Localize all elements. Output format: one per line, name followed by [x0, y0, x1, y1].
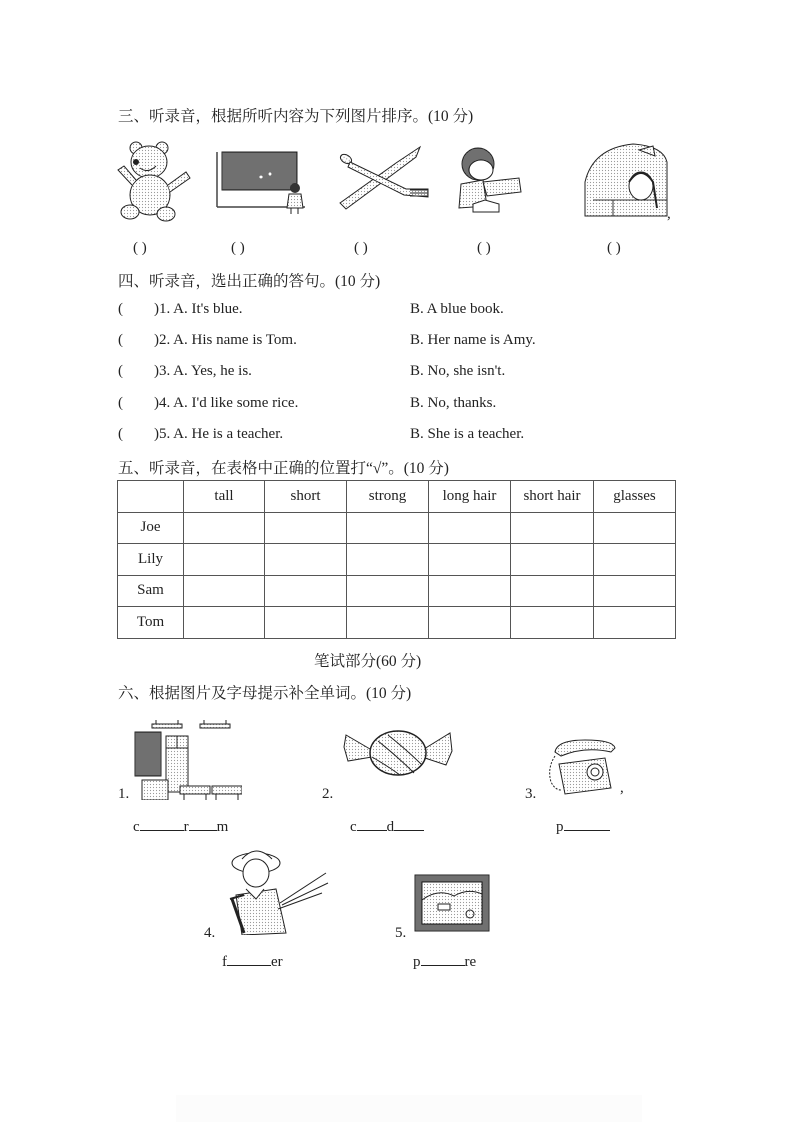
item-4-label: 4.	[204, 925, 216, 941]
header-cell-long-hair: long hair	[429, 481, 511, 513]
item-2-part-2: d	[386, 819, 395, 835]
table-header-row	[118, 481, 676, 513]
item-4-word	[222, 951, 283, 971]
answer-slot-5[interactable]: ( )	[607, 240, 621, 256]
header-cell-short: short	[265, 481, 347, 513]
check-cell[interactable]	[511, 512, 594, 544]
header-cell-tall: tall	[184, 481, 265, 513]
item-5-part-1: p	[413, 954, 421, 970]
check-cell[interactable]	[429, 575, 511, 607]
item-5-blank-1[interactable]	[421, 951, 465, 966]
answer-paren-5[interactable]: (	[118, 426, 123, 442]
table-row	[118, 512, 676, 544]
question-4-option-a: )4. A. I'd like some rice.	[154, 395, 299, 411]
answer-slot-2[interactable]: ( )	[231, 240, 245, 256]
boy-books-picture	[453, 146, 525, 216]
check-cell[interactable]	[511, 575, 594, 607]
item-5-part-2: re	[464, 954, 477, 970]
question-2-option-b: B. Her name is Amy.	[410, 332, 536, 348]
table-row	[118, 607, 676, 639]
check-cell[interactable]	[184, 607, 265, 639]
item-3-blank-1[interactable]	[564, 816, 610, 831]
item-2-word	[350, 816, 424, 836]
check-cell[interactable]	[429, 544, 511, 576]
answer-slot-4[interactable]: ( )	[477, 240, 491, 256]
check-cell[interactable]	[265, 575, 347, 607]
row-label: Tom	[118, 607, 184, 639]
section5-heading: 五、听录音，在表格中正确的位置打“√”。(10 分)	[118, 460, 449, 477]
check-cell[interactable]	[347, 607, 429, 639]
item-2-part-1: c	[350, 819, 357, 835]
answer-paren-3[interactable]: (	[118, 363, 123, 379]
check-cell[interactable]	[184, 575, 265, 607]
check-cell[interactable]	[594, 512, 676, 544]
check-cell[interactable]	[184, 512, 265, 544]
check-cell[interactable]	[347, 575, 429, 607]
check-cell[interactable]	[347, 512, 429, 544]
knife-fork-picture	[336, 145, 432, 211]
question-3-option-a: )3. A. Yes, he is.	[154, 363, 252, 379]
header-cell-short-hair: short hair	[511, 481, 594, 513]
header-cell-glasses: glasses	[594, 481, 676, 513]
item-1-word	[133, 816, 228, 836]
section3-heading: 三、听录音，根据所听内容为下列图片排序。(10 分)	[118, 108, 474, 125]
section3-trailing-comma: ,	[667, 206, 671, 222]
check-cell[interactable]	[511, 607, 594, 639]
item-5-word	[413, 951, 476, 971]
item-1-part-3: m	[216, 819, 229, 835]
section6-heading: 六、根据图片及字母提示补全单词。(10 分)	[118, 685, 412, 702]
item-3-part-1: p	[556, 819, 564, 835]
farmer-picture	[222, 843, 330, 935]
checkmark-table	[117, 480, 676, 639]
item-4-part-2: er	[271, 954, 283, 970]
classroom-picture	[134, 720, 242, 800]
item-1-part-1: c	[133, 819, 140, 835]
answer-slot-1[interactable]: ( )	[133, 240, 147, 256]
item-2-blank-1[interactable]	[357, 816, 387, 831]
question-5-option-b: B. She is a teacher.	[410, 426, 525, 442]
item-1-blank-2[interactable]	[189, 816, 217, 831]
question-5-option-a: )5. A. He is a teacher.	[154, 426, 284, 442]
check-cell[interactable]	[429, 512, 511, 544]
check-cell[interactable]	[184, 544, 265, 576]
row-label: Joe	[118, 512, 184, 544]
answer-paren-4[interactable]: (	[118, 395, 123, 411]
item-3-label: 3.	[525, 786, 537, 802]
item-1-blank-1[interactable]	[140, 816, 184, 831]
teddy-bear-picture	[114, 140, 194, 222]
item-2-blank-2[interactable]	[394, 816, 424, 831]
check-cell[interactable]	[594, 544, 676, 576]
question-3-option-b: B. No, she isn't.	[410, 363, 506, 379]
section4-heading: 四、听录音，选出正确的答句。(10 分)	[118, 273, 381, 290]
question-1-option-a: )1. A. It's blue.	[154, 301, 243, 317]
check-cell[interactable]	[594, 607, 676, 639]
table-row	[118, 544, 676, 576]
row-label: Sam	[118, 575, 184, 607]
check-cell[interactable]	[265, 607, 347, 639]
item-1-part-2: r	[183, 819, 189, 835]
check-cell[interactable]	[429, 607, 511, 639]
candy-picture	[342, 727, 454, 779]
item-2-label: 2.	[322, 786, 334, 802]
item-5-label: 5.	[395, 925, 407, 941]
written-part-title: 笔试部分(60 分)	[314, 653, 422, 670]
check-cell[interactable]	[265, 544, 347, 576]
telephone-picture	[545, 738, 619, 796]
item-3-word	[556, 816, 610, 836]
check-cell[interactable]	[265, 512, 347, 544]
picture-frame-picture	[414, 874, 490, 932]
check-cell[interactable]	[594, 575, 676, 607]
question-1-option-b: B. A blue book.	[410, 301, 504, 317]
blackboard-picture	[215, 150, 310, 216]
check-cell[interactable]	[347, 544, 429, 576]
header-cell-empty	[118, 481, 184, 513]
answer-paren-1[interactable]: (	[118, 301, 123, 317]
table-row	[118, 575, 676, 607]
item-1-label: 1.	[118, 786, 130, 802]
section6-trailing-comma: ,	[620, 780, 624, 796]
check-cell[interactable]	[511, 544, 594, 576]
girl-shower-picture	[583, 142, 673, 220]
row-label: Lily	[118, 544, 184, 576]
footer-bar	[176, 1095, 642, 1122]
header-cell-strong: strong	[347, 481, 429, 513]
item-4-part-1: f	[222, 954, 227, 970]
answer-slot-3[interactable]: ( )	[354, 240, 368, 256]
answer-paren-2[interactable]: (	[118, 332, 123, 348]
question-2-option-a: )2. A. His name is Tom.	[154, 332, 297, 348]
item-4-blank-1[interactable]	[227, 951, 271, 966]
question-4-option-b: B. No, thanks.	[410, 395, 497, 411]
